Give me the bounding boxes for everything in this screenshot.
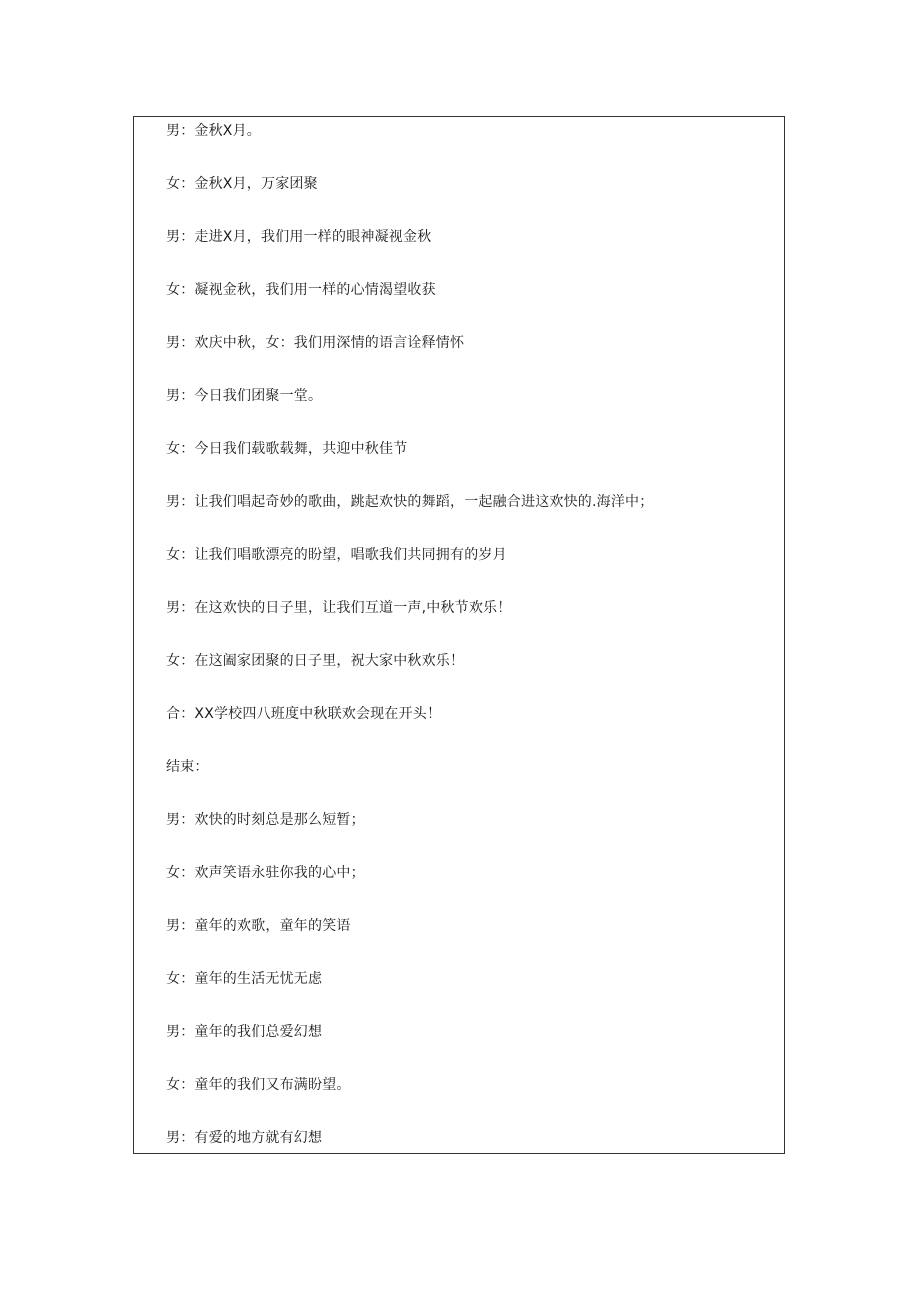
script-text <box>166 121 653 1181</box>
script-line: 女：今日我们载歌载舞，共迎中秋佳节 <box>166 441 408 457</box>
script-line: 女：金秋X月，万家团聚 <box>166 176 318 192</box>
script-line: 女：童年的生活无忧无虑 <box>166 971 323 987</box>
script-line: 男：金秋X月。 <box>166 123 261 139</box>
script-line: 女：凝视金秋，我们用一样的心情渴望收获 <box>166 282 436 298</box>
script-line: 男：童年的欢歌，童年的笑语 <box>166 918 351 934</box>
section-heading-ending: 结束： <box>166 759 209 775</box>
script-line: 女：让我们唱歌漂亮的盼望，唱歌我们共同拥有的岁月 <box>166 547 507 563</box>
script-line: 男：今日我们团聚一堂。 <box>166 388 323 404</box>
script-line: 男：欢庆中秋，女：我们用深情的语言诠释情怀 <box>166 335 465 351</box>
script-line: 女：在这阖家团聚的日子里，祝大家中秋欢乐！ <box>166 653 465 669</box>
script-line: 女：欢声笑语永驻你我的心中； <box>166 865 365 881</box>
script-line: 男：有爱的地方就有幻想 <box>166 1130 323 1146</box>
script-line: 男：走进X月，我们用一样的眼神凝视金秋 <box>166 229 432 245</box>
script-line: 男：在这欢快的日子里，让我们互道一声,中秋节欢乐！ <box>166 600 512 616</box>
script-line: 男：童年的我们总爱幻想 <box>166 1024 323 1040</box>
script-line: 女：童年的我们又布满盼望。 <box>166 1077 351 1093</box>
script-line: 合：XX学校四八班度中秋联欢会现在开头！ <box>166 706 442 722</box>
script-line: 男：欢快的时刻总是那么短暂； <box>166 812 365 828</box>
script-line: 男：让我们唱起奇妙的歌曲，跳起欢快的舞蹈，一起融合进这欢快的.海洋中； <box>166 494 654 510</box>
